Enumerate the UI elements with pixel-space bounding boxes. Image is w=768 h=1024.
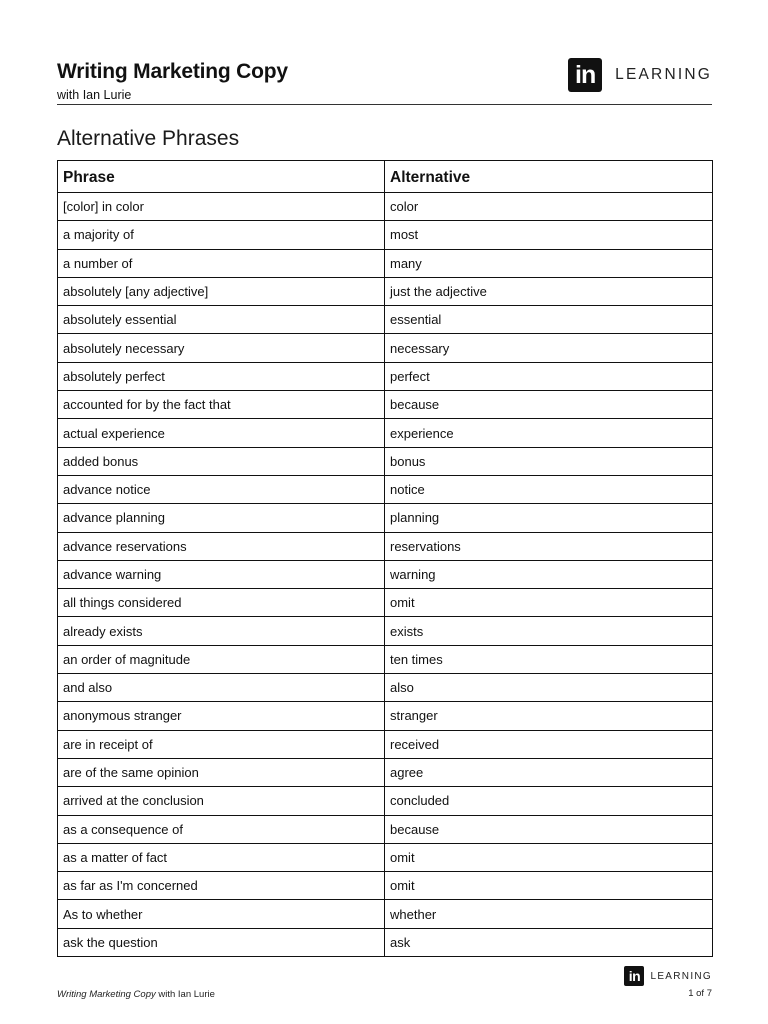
alternative-cell: experience (385, 419, 713, 447)
alternative-cell: omit (385, 872, 713, 900)
alternative-cell: essential (385, 306, 713, 334)
phrase-cell: as far as I'm concerned (58, 872, 385, 900)
phrase-cell: a number of (58, 249, 385, 277)
phrase-cell: accounted for by the fact that (58, 391, 385, 419)
phrase-cell: and also (58, 674, 385, 702)
document-subtitle: with Ian Lurie (57, 88, 132, 102)
table-row (58, 645, 713, 673)
phrase-cell: advance reservations (58, 532, 385, 560)
alternative-cell: many (385, 249, 713, 277)
alternative-cell: omit (385, 843, 713, 871)
table-row (58, 900, 713, 928)
table-row (58, 560, 713, 588)
phrase-cell: ask the question (58, 928, 385, 956)
footer-course-credit (57, 989, 215, 1000)
footer-course-title: Writing Marketing Copy (57, 989, 156, 1000)
alternative-cell: ten times (385, 645, 713, 673)
alternative-cell: most (385, 221, 713, 249)
document-title: Writing Marketing Copy (57, 60, 288, 83)
alternative-cell: notice (385, 475, 713, 503)
document-header (57, 58, 712, 105)
table-row (58, 419, 713, 447)
phrase-cell: advance planning (58, 504, 385, 532)
alternative-cell: exists (385, 617, 713, 645)
phrase-cell: absolutely perfect (58, 362, 385, 390)
phrase-cell: arrived at the conclusion (58, 787, 385, 815)
phrase-cell: are in receipt of (58, 730, 385, 758)
phrase-cell: are of the same opinion (58, 758, 385, 786)
table-row (58, 334, 713, 362)
table-row (58, 730, 713, 758)
table-row (58, 193, 713, 221)
alternative-cell: bonus (385, 447, 713, 475)
phrase-cell: As to whether (58, 900, 385, 928)
alternative-cell: reservations (385, 532, 713, 560)
alternative-cell: because (385, 815, 713, 843)
phrase-cell: all things considered (58, 589, 385, 617)
table-row (58, 702, 713, 730)
table-row (58, 617, 713, 645)
alternative-cell: omit (385, 589, 713, 617)
alternative-cell: just the adjective (385, 277, 713, 305)
phrase-cell: anonymous stranger (58, 702, 385, 730)
phrase-cell: absolutely essential (58, 306, 385, 334)
linkedin-icon: in (568, 58, 602, 92)
phrase-cell: added bonus (58, 447, 385, 475)
table-row (58, 362, 713, 390)
table-row (58, 277, 713, 305)
alternative-cell: whether (385, 900, 713, 928)
alternative-cell: color (385, 193, 713, 221)
table-row (58, 589, 713, 617)
phrase-cell: already exists (58, 617, 385, 645)
phrase-cell: a majority of (58, 221, 385, 249)
table-row (58, 843, 713, 871)
footer-logo-wordmark: LEARNING (650, 970, 712, 982)
phrase-cell: actual experience (58, 419, 385, 447)
table-header-row (58, 161, 713, 193)
table-row (58, 249, 713, 277)
alternative-cell: perfect (385, 362, 713, 390)
alternative-cell: ask (385, 928, 713, 956)
table-row (58, 758, 713, 786)
phrase-cell: absolutely [any adjective] (58, 277, 385, 305)
table-row (58, 532, 713, 560)
table-row (58, 391, 713, 419)
linkedin-learning-logo (568, 58, 712, 92)
table-row (58, 221, 713, 249)
table-row (58, 674, 713, 702)
phrase-cell: advance notice (58, 475, 385, 503)
alternative-cell: agree (385, 758, 713, 786)
table-row (58, 815, 713, 843)
phrase-cell: advance warning (58, 560, 385, 588)
alternative-cell: stranger (385, 702, 713, 730)
phrase-cell: as a matter of fact (58, 843, 385, 871)
column-header-alternative: Alternative (385, 161, 713, 193)
footer-logo (624, 966, 712, 986)
logo-wordmark: LEARNING (615, 66, 712, 83)
footer-course-author: with Ian Lurie (155, 989, 215, 1000)
alternative-cell: necessary (385, 334, 713, 362)
table-row (58, 504, 713, 532)
alternative-cell: planning (385, 504, 713, 532)
phrases-table (57, 160, 713, 957)
section-title: Alternative Phrases (57, 127, 240, 150)
table-row (58, 306, 713, 334)
alternative-cell: because (385, 391, 713, 419)
table-row (58, 928, 713, 956)
alternative-cell: received (385, 730, 713, 758)
table-row (58, 447, 713, 475)
phrase-cell: [color] in color (58, 193, 385, 221)
phrase-cell: as a consequence of (58, 815, 385, 843)
phrase-cell: an order of magnitude (58, 645, 385, 673)
table-row (58, 872, 713, 900)
alternative-cell: also (385, 674, 713, 702)
alternative-cell: concluded (385, 787, 713, 815)
table-row (58, 787, 713, 815)
linkedin-icon: in (624, 966, 644, 986)
table-row (58, 475, 713, 503)
page-number: 1 of 7 (688, 988, 712, 999)
column-header-phrase: Phrase (58, 161, 385, 193)
phrase-cell: absolutely necessary (58, 334, 385, 362)
alternative-cell: warning (385, 560, 713, 588)
